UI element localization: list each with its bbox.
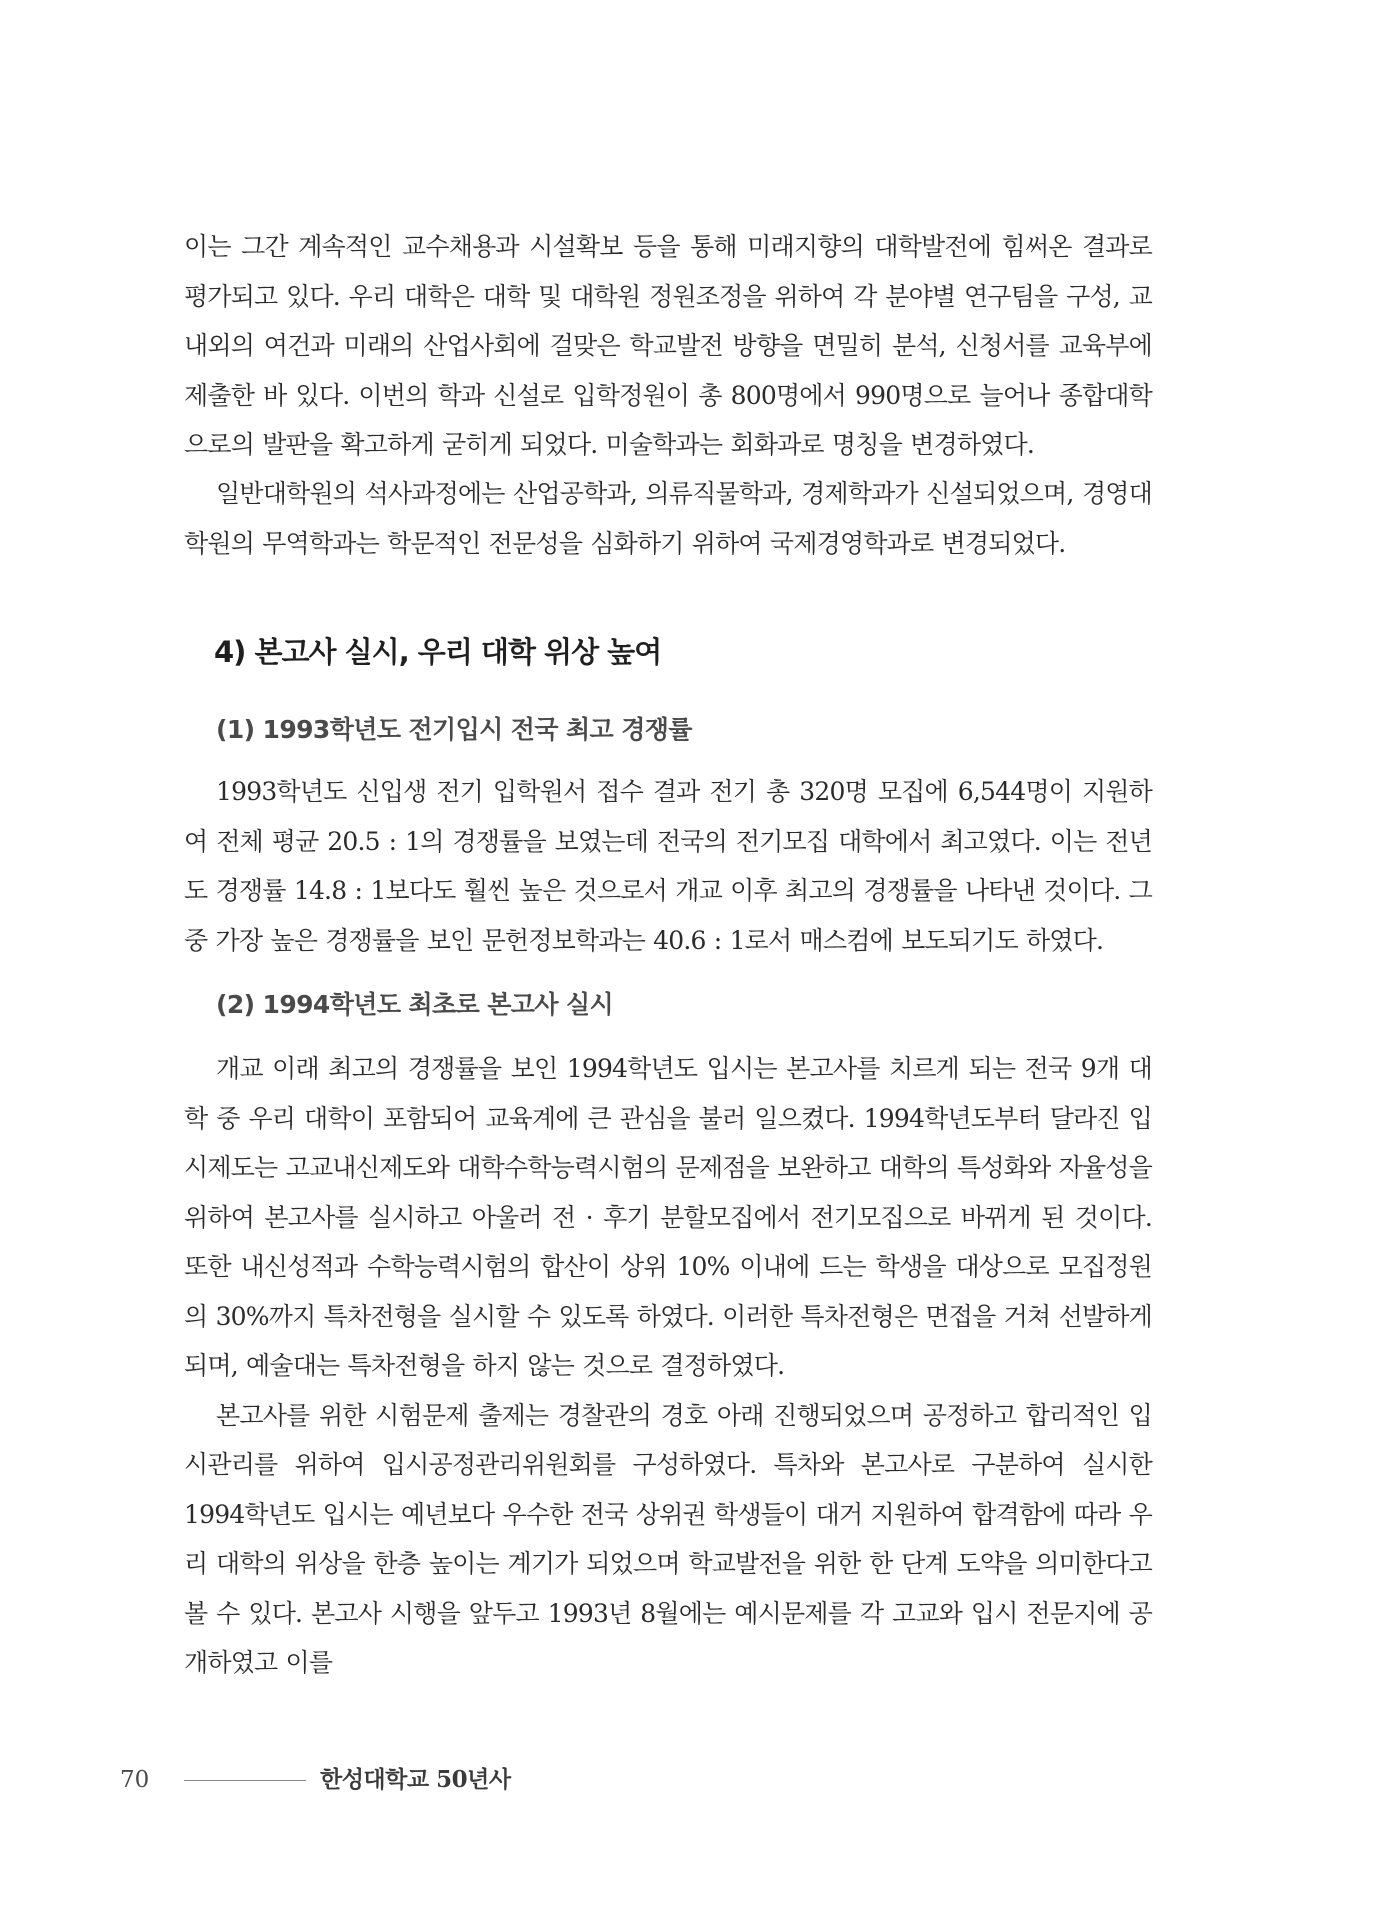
footer-divider (184, 1780, 306, 1781)
section-heading-entrance-exam: 4) 본고사 실시, 우리 대학 위상 높여 (214, 635, 662, 669)
page-footer (120, 1760, 720, 1800)
paragraph-graduate-school: 일반대학원의 석사과정에는 산업공학과, 의류직물학과, 경제학과가 신설되었으며, 경영대학원의 무역학과는 학문적인 전문성을 심화하기 위하여 국제경영학과로 변경되었다. (184, 479, 1152, 558)
subsection-body-1994 (184, 1044, 1152, 1688)
page-number: 70 (120, 1767, 150, 1793)
paragraph-exam-management: 본고사를 위한 시험문제 출제는 경찰관의 경호 아래 진행되었으며 공정하고 합리적인 입시관리를 위하여 입시공정관리위원회를 구성하였다. 특차와 본고사로 구분하여 실시한 1994학년도 입시는 예년보다 우수한 전국 상위권 학생들이 대거 지원하여 합격함에 따라 우리 대학의 위상을 한층 높이는 계기가 되었으며 학교발전을 위한 한 단계 도약을 의미한다고 볼 수 있다. 본고사 시행을 앞두고 1993년 8월에는 예시문제를 각 고교와 입시 전문지에 공개하였고 이를 (184, 1400, 1152, 1677)
paragraph-dept-expansion: 이는 그간 계속적인 교수채용과 시설확보 등을 통해 미래지향의 대학발전에 힘써온 결과로 평가되고 있다. 우리 대학은 대학 및 대학원 정원조정을 위하여 각 분야별 연구팀을 구성, 교내외의 여건과 미래의 산업사회에 걸맞은 학교발전 방향을 면밀히 분석, 신청서를 교육부에 제출한 바 있다. 이번의 학과 신설로 입학정원이 총 800명에서 990명으로 늘어나 종합대학으로의 발판을 확고하게 굳히게 되었다. 미술학과는 회화과로 명칭을 변경하였다. (184, 232, 1152, 459)
paragraph-1993-competition: 1993학년도 신입생 전기 입학원서 접수 결과 전기 총 320명 모집에 6,544명이 지원하여 전체 평균 20.5 : 1의 경쟁률을 보였는데 전국의 전기모집 대학에서 최고였다. 이는 전년도 경쟁률 14.8 : 1보다도 훨씬 높은 것으로서 개교 이후 최고의 경쟁률을 나타낸 것이다. 그 중 가장 높은 경쟁률을 보인 문헌정보학과는 40.6 : 1로서 매스컴에 보도되기도 하였다. (184, 777, 1152, 955)
subsection-heading-1994-exam: (2) 1994학년도 최초로 본고사 실시 (216, 990, 614, 1019)
running-title: 한성대학교 50년사 (320, 1766, 511, 1793)
paragraph-1994-admission-system: 개교 이래 최고의 경쟁률을 보인 1994학년도 입시는 본고사를 치르게 되는 전국 9개 대학 중 우리 대학이 포함되어 교육계에 큰 관심을 불러 일으켰다. 1994학년도부터 달라진 입시제도는 고교내신제도와 대학수학능력시험의 문제점을 보완하고 대학의 특성화와 자율성을 위하여 본고사를 실시하고 아울러 전 · 후기 분할모집에서 전기모집으로 바뀌게 된 것이다. 또한 내신성적과 수학능력시험의 합산이 상위 10% 이내에 드는 학생을 대상으로 모집정원의 30%까지 특차전형을 실시할 수 있도록 하였다. 이러한 특차전형은 면접을 거쳐 선발하게 되며, 예술대는 특차전형을 하지 않는 것으로 결정하였다. (184, 1054, 1152, 1380)
subsection-heading-1993-admission: (1) 1993학년도 전기입시 전국 최고 경쟁률 (216, 715, 692, 744)
